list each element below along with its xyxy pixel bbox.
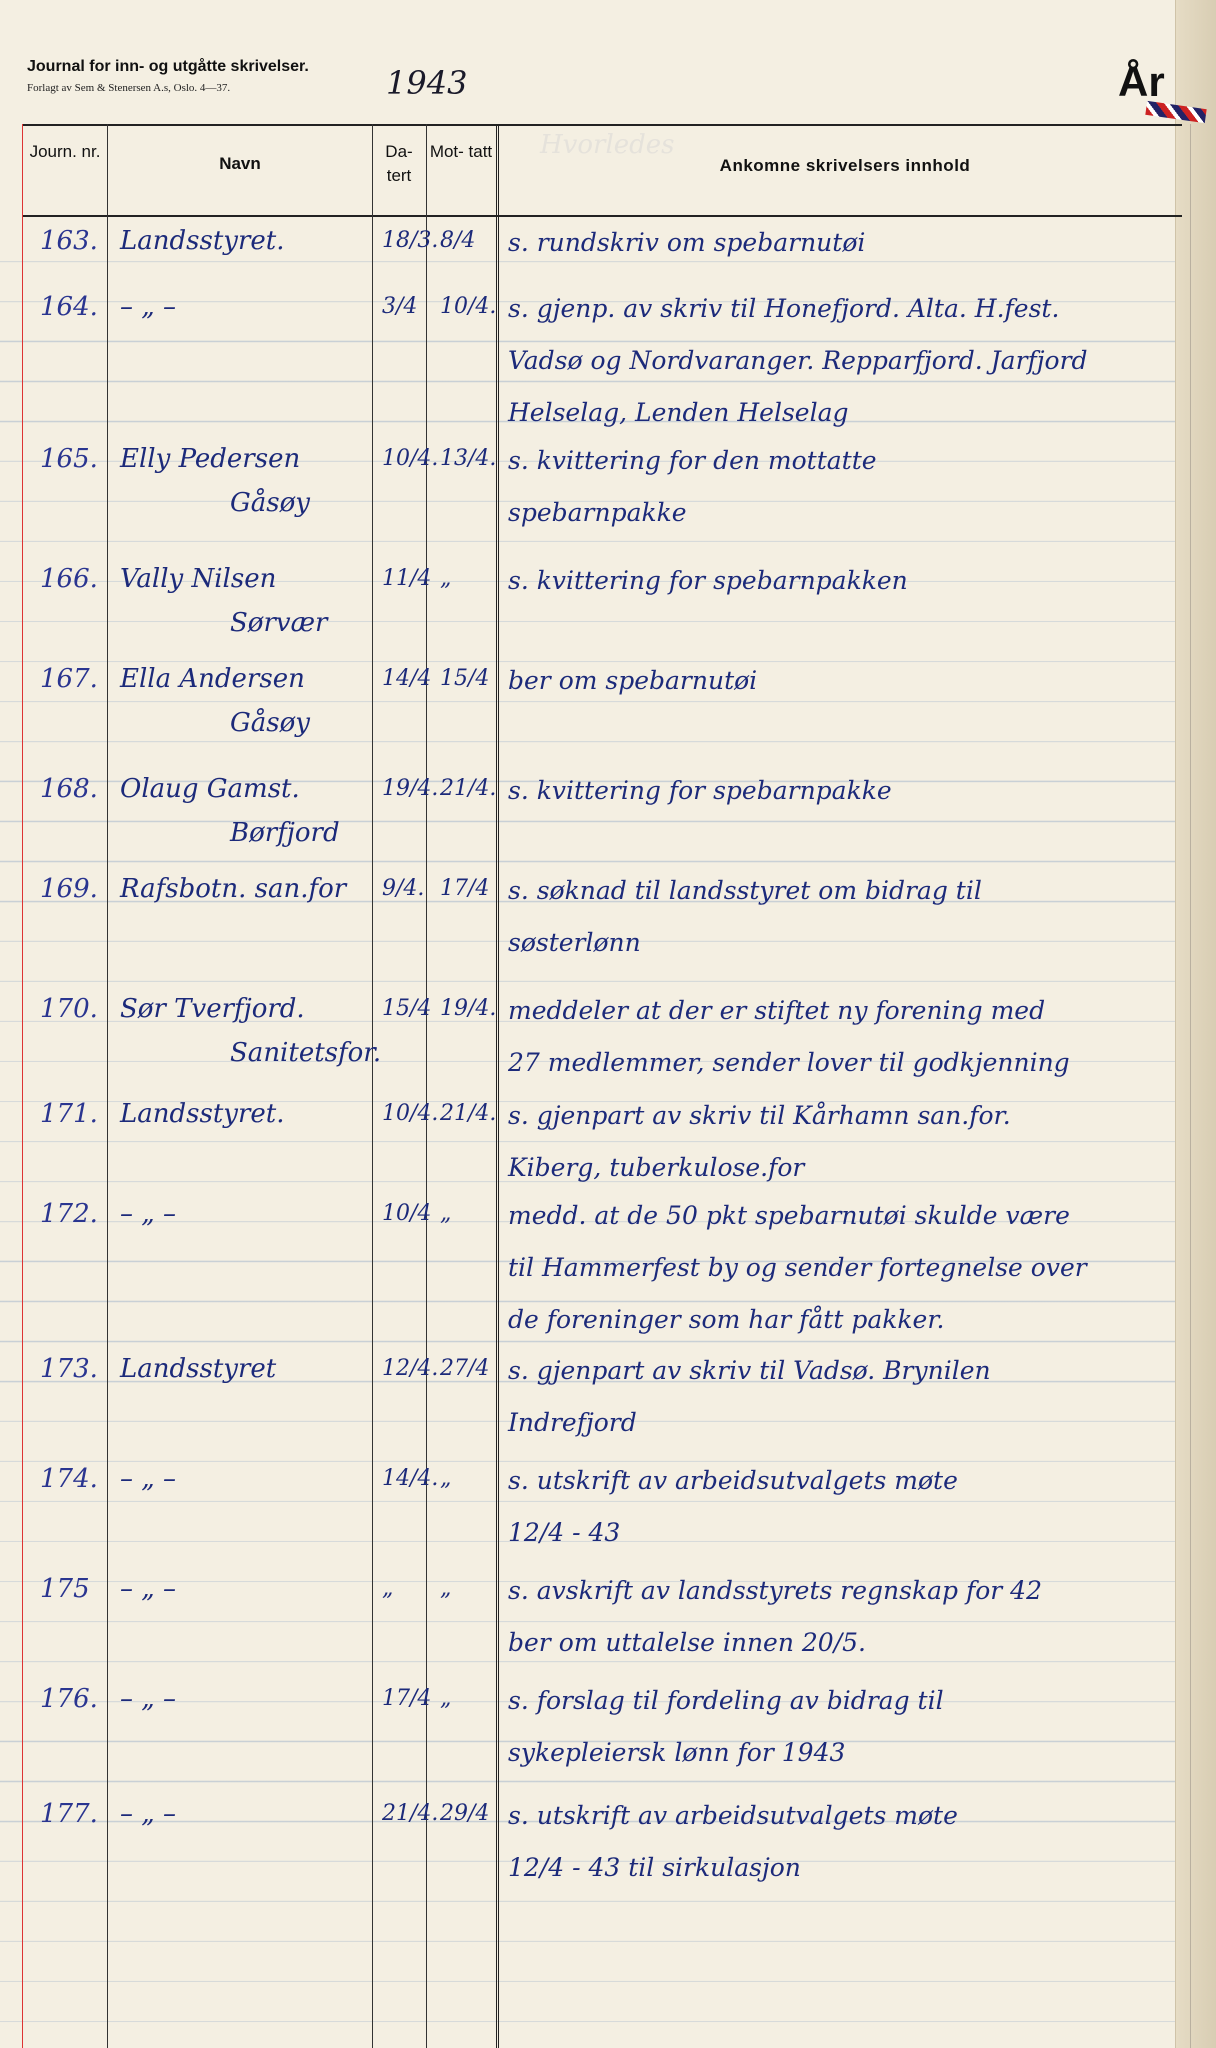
entry-date-dated: 10/4 — [382, 1201, 432, 1226]
column-header-navn: Navn — [219, 154, 261, 173]
entry-name: – „ – — [120, 1799, 176, 1829]
entry-content-line: s. kvittering for spebarnpakke — [508, 776, 892, 805]
entry-name: Ella Andersen — [120, 664, 305, 694]
entry-number: 163. — [40, 226, 98, 256]
entry-content-line: ber om uttalelse innen 20/5. — [508, 1628, 866, 1657]
entry-date-dated: 19/4. — [382, 776, 439, 801]
entry-date-dated: 11/4 — [382, 566, 432, 591]
entry-number: 172. — [40, 1199, 98, 1229]
column-header-innhold: Ankomne skrivelsers innhold — [719, 156, 971, 175]
journal-entry — [0, 1680, 1216, 1780]
header-rule-bottom — [22, 215, 1182, 217]
entry-number: 166. — [40, 564, 98, 594]
entry-date-received: „ — [440, 1201, 452, 1226]
entry-content-line: s. søknad til landsstyret om bidrag til — [508, 876, 982, 905]
entry-number: 165. — [40, 444, 98, 474]
entry-date-dated: 14/4 — [382, 666, 432, 691]
entry-content-line: s. utskrift av arbeidsutvalgets møte — [508, 1466, 958, 1495]
entry-name: Vally Nilsen — [120, 564, 277, 594]
entry-content-line: de foreninger som har fått pakker. — [508, 1305, 945, 1334]
entry-content-line: Vadsø og Nordvaranger. Repparfjord. Jarfjord — [508, 346, 1088, 375]
entry-content-line: Helselag, Lenden Helselag — [508, 398, 849, 427]
entry-number: 169. — [40, 874, 98, 904]
journal-entry — [0, 560, 1216, 660]
entry-date-dated: „ — [382, 1576, 394, 1601]
journal-entry — [0, 1195, 1216, 1334]
entry-date-received: „ — [440, 566, 452, 591]
entry-date-received: „ — [440, 1576, 452, 1601]
entry-date-dated: 10/4. — [382, 1101, 439, 1126]
entry-number: 164. — [40, 292, 98, 322]
entry-content-line: s. gjenp. av skriv til Honefjord. Alta. H.fest. — [508, 294, 1060, 323]
entry-content-line: meddeler at der er stiftet ny forening med — [508, 996, 1046, 1025]
entry-number: 170. — [40, 994, 98, 1024]
publisher-line: Forlagt av Sem & Stenersen A.s, Oslo. 4—37. — [27, 82, 231, 94]
entry-content-line: 12/4 - 43 — [508, 1518, 621, 1547]
entry-content-line: Indrefjord — [508, 1408, 637, 1437]
journal-entry — [0, 1095, 1216, 1195]
form-title: Journal for inn- og utgåtte skrivelser. — [27, 58, 309, 75]
journal-entry — [0, 288, 1216, 427]
entry-name: – „ – — [120, 1464, 176, 1494]
journal-entry — [0, 440, 1216, 540]
entry-place: Sørvær — [230, 608, 328, 638]
entry-place: Gåsøy — [230, 488, 310, 518]
entry-content-line: til Hammerfest by og sender fortegnelse over — [508, 1253, 1087, 1282]
column-header-mottatt: Mot- tatt — [429, 142, 493, 161]
entry-name: – „ – — [120, 1199, 176, 1229]
handwritten-year: 1943 — [386, 64, 468, 102]
journal-entry — [0, 1570, 1216, 1670]
entry-name: Landsstyret. — [120, 1099, 285, 1129]
journal-entry — [0, 1795, 1216, 1895]
entry-date-dated: 15/4 — [382, 996, 432, 1021]
entry-content-line: s. gjenpart av skriv til Vadsø. Brynilen — [508, 1356, 991, 1385]
entry-content-line: sykepleiersk lønn for 1943 — [508, 1738, 846, 1767]
entry-date-received: 8/4 — [440, 228, 476, 253]
entry-content-line: medd. at de 50 pkt spebarnutøi skulde være — [508, 1201, 1070, 1230]
entry-place: Gåsøy — [230, 708, 310, 738]
entry-date-received: 10/4. — [440, 294, 497, 319]
bleed-through-text: Hvorledes — [540, 130, 675, 160]
entry-date-received: 13/4. — [440, 446, 497, 471]
entry-date-dated: 3/4 — [382, 294, 418, 319]
journal-entry — [0, 660, 1216, 760]
header-band — [0, 0, 1216, 220]
entry-date-received: 27/4 — [440, 1356, 490, 1381]
entry-name: Landsstyret. — [120, 226, 285, 256]
entry-date-received: 21/4. — [440, 1101, 497, 1126]
column-header-journ: Journ. nr. — [29, 142, 101, 161]
entry-number: 168. — [40, 774, 98, 804]
entry-content-line: s. rundskriv om spebarnutøi — [508, 228, 866, 257]
entry-content-line: s. gjenpart av skriv til Kårhamn san.for. — [508, 1101, 1011, 1130]
entry-name: Landsstyret — [120, 1354, 277, 1384]
entry-content-line: ber om spebarnutøi — [508, 666, 758, 695]
entry-number: 176. — [40, 1684, 98, 1714]
entry-date-dated: 12/4. — [382, 1356, 439, 1381]
entry-number: 173. — [40, 1354, 98, 1384]
entry-name: Olaug Gamst. — [120, 774, 300, 804]
entry-name: – „ – — [120, 1684, 176, 1714]
entry-name: – „ – — [120, 292, 176, 322]
entry-name: – „ – — [120, 1574, 176, 1604]
entry-number: 167. — [40, 664, 98, 694]
entry-date-dated: 17/4 — [382, 1686, 432, 1711]
entry-date-received: „ — [440, 1466, 452, 1491]
entry-name: Elly Pedersen — [120, 444, 301, 474]
entry-content-line: s. forslag til fordeling av bidrag til — [508, 1686, 944, 1715]
entry-number: 171. — [40, 1099, 98, 1129]
column-header-datert: Da- tert — [385, 142, 413, 185]
entry-content-line: s. kvittering for den mottatte — [508, 446, 877, 475]
entry-date-dated: 18/3. — [382, 228, 439, 253]
entry-content-line: 27 medlemmer, sender lover til godkjenning — [508, 1048, 1070, 1077]
entry-place: Sanitetsfor. — [230, 1038, 382, 1068]
journal-entry — [0, 870, 1216, 970]
entry-date-received: 17/4 — [440, 876, 490, 901]
entry-date-received: 19/4. — [440, 996, 497, 1021]
entry-name: Rafsbotn. san.for — [120, 874, 347, 904]
journal-entry — [0, 770, 1216, 870]
header-rule-top — [22, 124, 1182, 126]
entry-date-dated: 9/4. — [382, 876, 425, 901]
entry-content-line: s. kvittering for spebarnpakken — [508, 566, 908, 595]
journal-entry — [0, 1350, 1216, 1450]
entry-date-dated: 14/4. — [382, 1466, 439, 1491]
entry-content-line: 12/4 - 43 til sirkulasjon — [508, 1853, 801, 1882]
year-label: År — [1118, 58, 1165, 105]
entry-number: 174. — [40, 1464, 98, 1494]
entry-place: Børfjord — [230, 818, 340, 848]
entry-date-received: 15/4 — [440, 666, 490, 691]
entry-date-received: „ — [440, 1686, 452, 1711]
entry-date-dated: 21/4. — [382, 1801, 439, 1826]
entry-content-line: spebarnpakke — [508, 498, 687, 527]
entry-content-line: søsterlønn — [508, 928, 641, 957]
entry-content-line: Kiberg, tuberkulose.for — [508, 1153, 805, 1182]
journal-entry — [0, 990, 1216, 1090]
entry-date-received: 29/4 — [440, 1801, 490, 1826]
entry-name: Sør Tverfjord. — [120, 994, 305, 1024]
entry-date-dated: 10/4. — [382, 446, 439, 471]
entry-number: 177. — [40, 1799, 98, 1829]
journal-entry — [0, 1460, 1216, 1560]
entry-content-line: s. utskrift av arbeidsutvalgets møte — [508, 1801, 958, 1830]
entry-number: 175 — [40, 1574, 90, 1604]
entry-date-received: 21/4. — [440, 776, 497, 801]
entry-content-line: s. avskrift av landsstyrets regnskap for 42 — [508, 1576, 1042, 1605]
